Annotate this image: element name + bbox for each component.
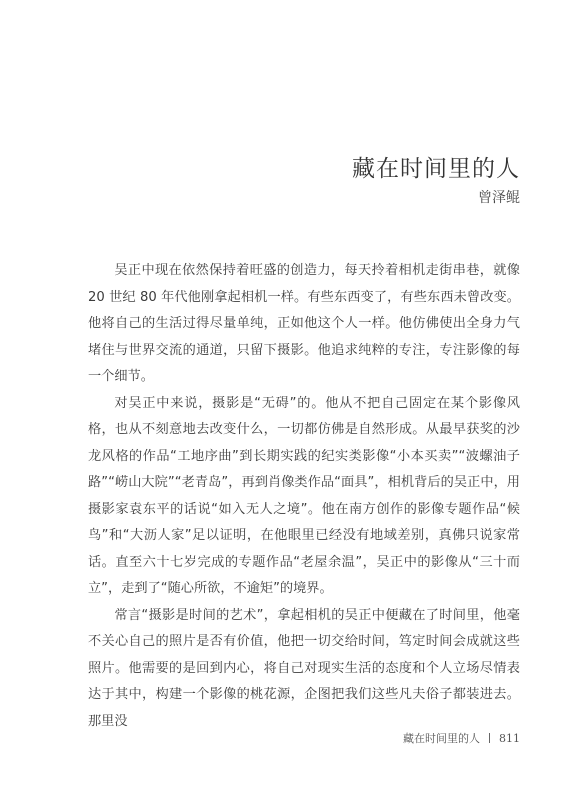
- article-author: 曾泽鲲: [478, 190, 520, 206]
- article-body: [88, 258, 520, 735]
- footer-divider: [489, 733, 490, 743]
- page-number: 811: [499, 732, 520, 745]
- article-title: 藏在时间里的人: [352, 156, 520, 182]
- page-footer: [403, 730, 520, 746]
- body-paragraph: 对吴正中来说，摄影是“无碍”的。他从不把自己固定在某个影像风格，也从不刻意地去改变什么，一切都仿佛是自然形成。从最早获奖的沙龙风格的作品“工地序曲”到长期实践的纪实类影像“小本买卖”“波螺油子路”“崂山大院”“老青岛”，再到肖像类作品“面具”，相机背后的吴正中，用摄影家袁东平的话说“如入无人之境”。他在南方创作的影像专题作品“候鸟”和“大沥人家”足以证明，在他眼里已经没有地域差别，真佛只说家常话。直至六十七岁完成的专题作品“老屋余温”，吴正中的影像从“三十而立”，走到了“随心所欲，不逾矩”的境界。: [88, 395, 520, 596]
- body-paragraph: 常言“摄影是时间的艺术”，拿起相机的吴正中便藏在了时间里，他毫不关心自己的照片是否有价值，他把一切交给时间，笃定时间会成就这些照片。他需要的是回到内心，将自己对现实生活的态度和个人立场尽情表达于其中，构建一个影像的桃花源，企图把我们这些凡夫俗子都装进去。那里没: [88, 607, 520, 729]
- body-paragraph: 吴正中现在依然保持着旺盛的创造力，每天拎着相机走街串巷，就像 20 世纪 80 年代他刚拿起相机一样。有些东西变了，有些东西未曾改变。他将自己的生活过得尽量单纯，正如他这个人一样。他仿佛使出全身力气堵住与世界交流的通道，只留下摄影。他追求纯粹的专注，专注影像的每一个细节。: [88, 263, 520, 384]
- running-title: 藏在时间里的人: [403, 732, 480, 745]
